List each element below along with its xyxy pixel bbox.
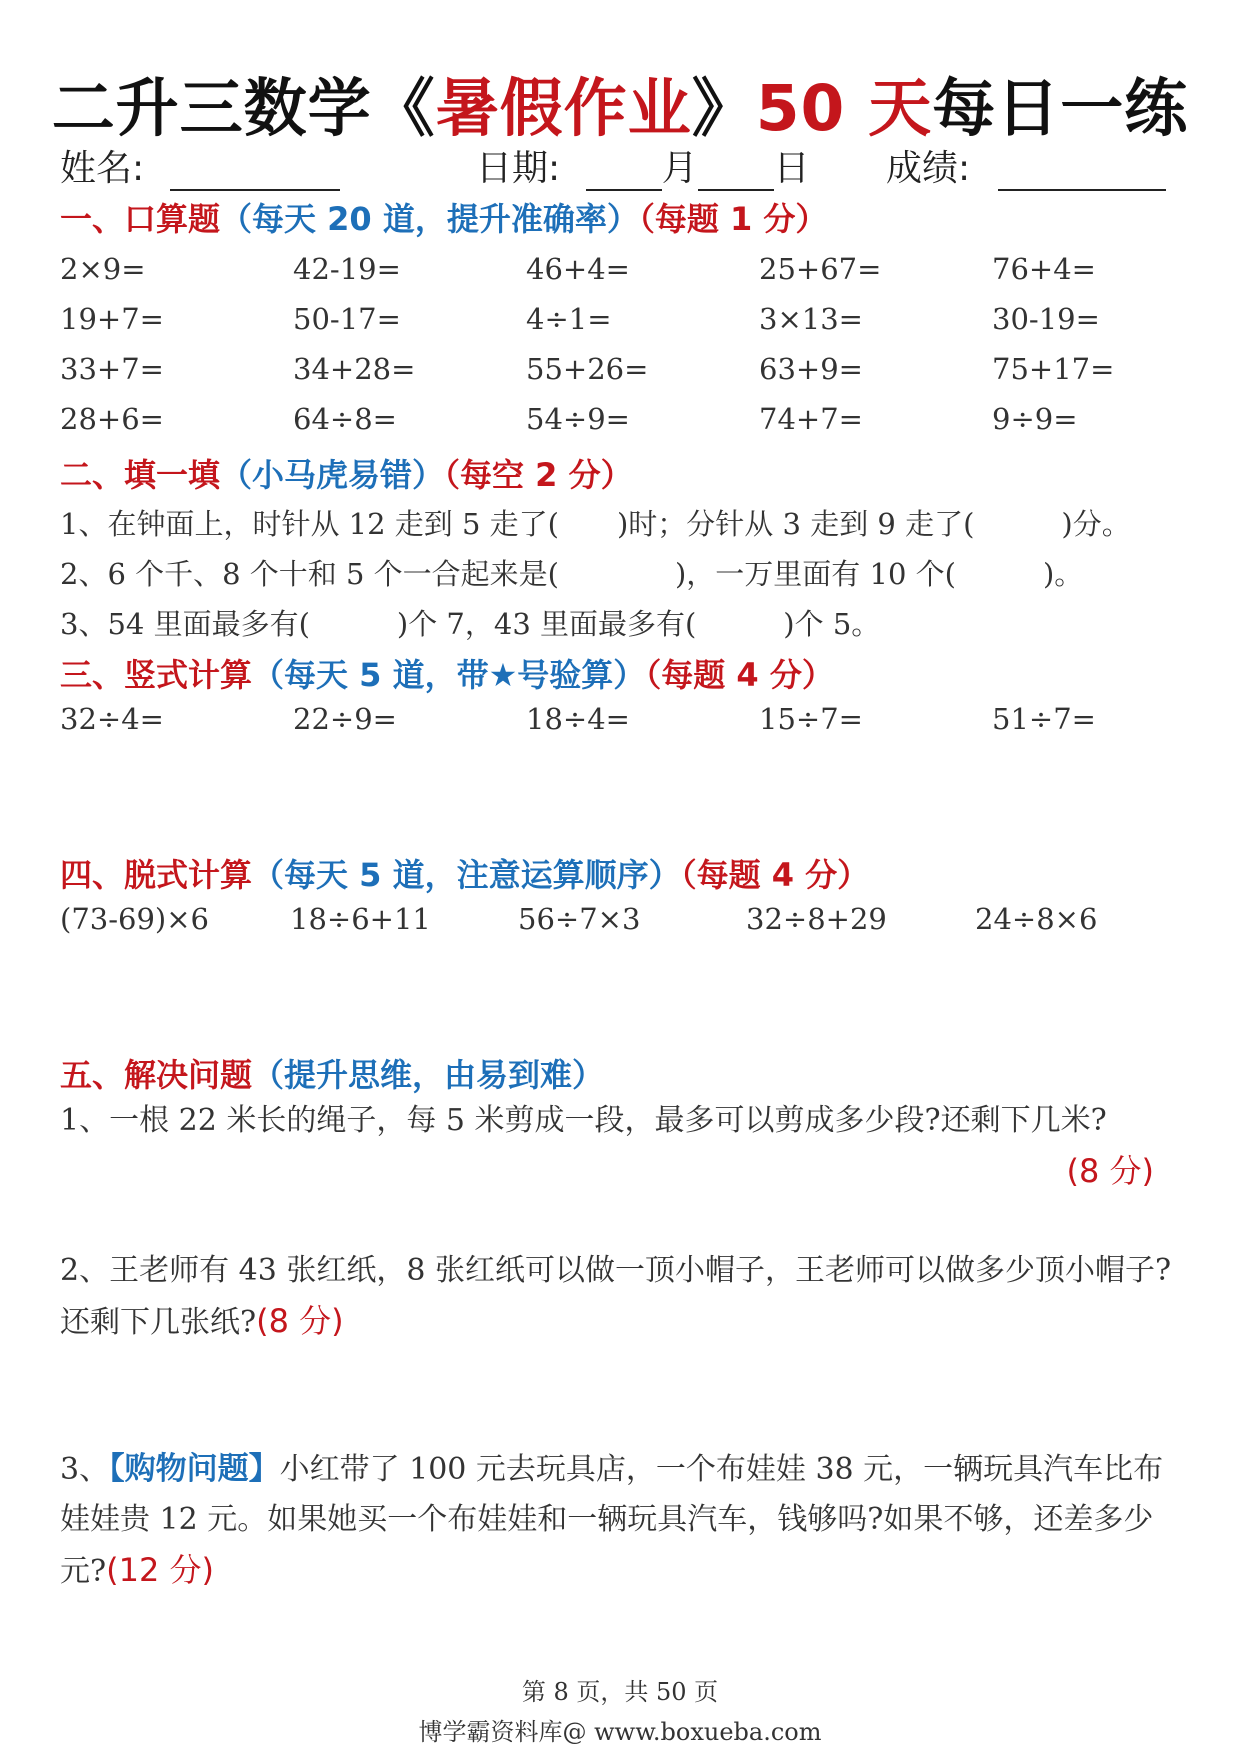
section-1-heading — [60, 194, 827, 240]
section-points: （每题 4 分） — [680, 856, 870, 894]
date-field — [476, 140, 810, 191]
section-title: 一、口算题 — [60, 200, 221, 238]
problem-1-points: (8 分) — [1066, 1152, 1154, 1190]
oral-item: 9÷9= — [992, 402, 1078, 436]
section-3-heading — [60, 650, 834, 696]
section-title: 五、解决问题 — [60, 1056, 253, 1094]
oral-item: 19+7= — [60, 302, 164, 336]
oral-item: 54÷9= — [526, 402, 630, 436]
oral-item: 2×9= — [60, 252, 146, 286]
problem-2 — [60, 1246, 1190, 1348]
day-blank — [698, 155, 774, 191]
oral-item: 63+9= — [759, 352, 863, 386]
oral-item: 50-17= — [293, 302, 401, 336]
step-item: 56÷7×3 — [518, 902, 641, 936]
section-note: （每天 5 道，带★号验算） — [252, 656, 646, 694]
title-text: 每日一练 — [932, 72, 1189, 145]
score-field — [886, 140, 1166, 191]
section-note: （小马虎易错） — [220, 456, 445, 494]
section-points: （每题 4 分） — [645, 656, 834, 694]
month-label: 月 — [661, 148, 698, 189]
vertical-item: 15÷7= — [759, 702, 863, 736]
problem-3-number: 3、 — [60, 1452, 110, 1487]
fill-question-3: 3、54 里面最多有( )个 7，43 里面最多有( )个 5。 — [60, 607, 881, 641]
vertical-item: 32÷4= — [60, 702, 164, 736]
section-points: （每题 1 分） — [638, 200, 828, 238]
page-number: 第 8 页，共 50 页 — [521, 1678, 719, 1706]
oral-item: 76+4= — [992, 252, 1096, 286]
oral-item: 64÷8= — [293, 402, 397, 436]
month-blank — [586, 155, 662, 191]
name-field — [60, 140, 340, 191]
section-note: （提升思维，由易到难） — [252, 1056, 605, 1094]
name-label: 姓名: — [60, 148, 145, 189]
problem-2-text: 2、王老师有 43 张红纸，8 张红纸可以做一顶小帽子，王老师可以做多少顶小帽子?还剩下几张纸? — [60, 1253, 1172, 1340]
title-text: 》 — [691, 72, 756, 145]
step-item: (73-69)×6 — [60, 902, 209, 936]
fill-question-2: 2、6 个千、8 个十和 5 个一合起来是( )，一万里面有 10 个( )。 — [60, 557, 1084, 591]
section-5-heading — [60, 1050, 604, 1096]
problem-3-points: (12 分) — [106, 1551, 214, 1589]
fill-question-1: 1、在钟面上，时针从 12 走到 5 走了( )时；分针从 3 走到 9 走了( )分。 — [60, 507, 1131, 541]
oral-item: 42-19= — [293, 252, 401, 286]
oral-item: 33+7= — [60, 352, 164, 386]
oral-item: 34+28= — [293, 352, 416, 386]
step-item: 24÷8×6 — [975, 902, 1098, 936]
page-title — [0, 58, 1240, 149]
date-label: 日期: — [476, 148, 561, 189]
section-note: （每天 5 道，注意运算顺序） — [252, 856, 681, 894]
problem-1 — [60, 1096, 1190, 1198]
title-days: 50 天 — [755, 72, 933, 145]
score-blank — [998, 155, 1166, 191]
oral-item: 28+6= — [60, 402, 164, 436]
oral-item: 3×13= — [759, 302, 863, 336]
section-title: 二、填一填 — [60, 456, 221, 494]
section-title: 四、脱式计算 — [60, 856, 253, 894]
problem-1-text: 1、一根 22 米长的绳子，每 5 米剪成一段，最多可以剪成多少段?还剩下几米? — [60, 1103, 1107, 1138]
problem-3 — [60, 1444, 1190, 1597]
name-blank — [170, 155, 340, 191]
title-text: 二升三数学《 — [51, 72, 436, 145]
section-2-heading — [60, 450, 633, 496]
footer-watermark: 博学霸资料库@ www.boxueba.com — [418, 1718, 822, 1746]
vertical-item: 51÷7= — [992, 702, 1096, 736]
oral-item: 30-19= — [992, 302, 1100, 336]
score-label: 成绩: — [886, 148, 971, 189]
problem-3-text: 小红带了 100 元去玩具店，一个布娃娃 38 元，一辆玩具汽车比布娃娃贵 12 元。如果她买一个布娃娃和一辆玩具汽车，钱够吗?如果不够，还差多少元? — [60, 1452, 1164, 1589]
oral-item: 46+4= — [526, 252, 630, 286]
title-highlight: 暑假作业 — [435, 72, 692, 145]
step-item: 32÷8+29 — [746, 902, 887, 936]
section-title: 三、竖式计算 — [60, 656, 253, 694]
shopping-problem-tag: 【购物问题】 — [109, 1451, 280, 1487]
oral-item: 25+67= — [759, 252, 882, 286]
oral-item: 75+17= — [992, 352, 1115, 386]
oral-item: 55+26= — [526, 352, 649, 386]
step-item: 18÷6+11 — [290, 902, 431, 936]
oral-item: 4÷1= — [526, 302, 612, 336]
problem-2-points: (8 分) — [256, 1302, 344, 1340]
section-note: （每天 20 道，提升准确率） — [220, 200, 639, 238]
day-label: 日 — [773, 148, 810, 189]
vertical-item: 22÷9= — [293, 702, 397, 736]
section-4-heading — [60, 850, 869, 896]
section-points: （每空 2 分） — [444, 456, 633, 494]
vertical-item: 18÷4= — [526, 702, 630, 736]
oral-item: 74+7= — [759, 402, 863, 436]
